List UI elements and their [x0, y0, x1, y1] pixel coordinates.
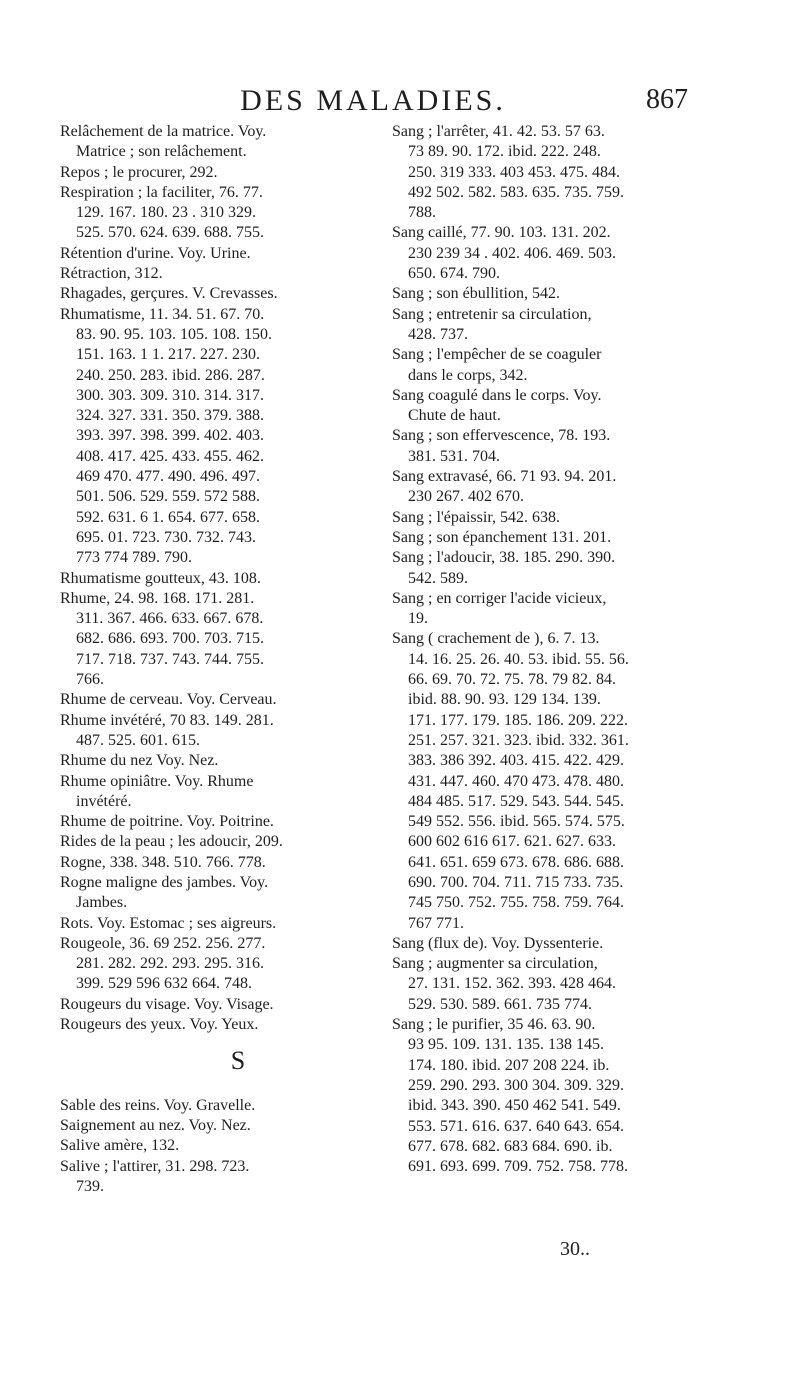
index-entry: [392, 629, 712, 933]
entry-continuation: 129. 167. 180. 23 . 310 329.: [76, 204, 256, 222]
entry-continuation: 311. 367. 466. 633. 667. 678.: [76, 610, 264, 628]
entry-continuation: 691. 693. 699. 709. 752. 758. 778.: [408, 1158, 628, 1176]
index-entry: [60, 1096, 380, 1116]
entry-continuation: 695. 01. 723. 730. 732. 743.: [76, 528, 256, 546]
entry-continuation: 251. 257. 321. 323. ibid. 332. 361.: [408, 731, 629, 749]
entry-heading: Saignement au nez. Voy. Nez.: [60, 1116, 251, 1134]
entry-continuation: 174. 180. ibid. 207 208 224. ib.: [408, 1056, 610, 1074]
index-entry: [60, 832, 380, 852]
entry-continuation: ibid. 88. 90. 93. 129 134. 139.: [408, 691, 601, 709]
index-entry: [60, 589, 380, 690]
entry-heading: Sang ; entretenir sa circulation,: [392, 305, 592, 323]
entry-heading: Repos ; le procurer, 292.: [60, 163, 218, 181]
entry-continuation: 240. 250. 283. ibid. 286. 287.: [76, 366, 265, 384]
index-entry: [392, 345, 712, 386]
entry-heading: Rhume de poitrine. Voy. Poitrine.: [60, 813, 274, 831]
entry-continuation: 553. 571. 616. 637. 640 643. 654.: [408, 1117, 624, 1135]
entry-continuation: invétéré.: [76, 792, 132, 810]
entry-continuation: 542. 589.: [408, 569, 468, 587]
entry-heading: Rétraction, 312.: [60, 265, 163, 283]
index-column-right: [392, 122, 712, 1177]
index-entry: [392, 548, 712, 589]
entry-continuation: 739.: [76, 1177, 104, 1195]
index-entry: [392, 223, 712, 284]
index-entry: [60, 690, 380, 710]
entry-heading: Sang ; le purifier, 35 46. 63. 90.: [392, 1016, 596, 1034]
index-entry: [60, 1116, 380, 1136]
entry-continuation: 281. 282. 292. 293. 295. 316.: [76, 955, 264, 973]
index-entry: [392, 386, 712, 427]
index-entry: [392, 528, 712, 548]
entry-continuation: 93 95. 109. 131. 135. 138 145.: [408, 1036, 604, 1054]
entry-continuation: 487. 525. 601. 615.: [76, 731, 200, 749]
entry-heading: Sang coagulé dans le corps. Voy.: [392, 386, 602, 404]
index-entry: [60, 812, 380, 832]
signature-mark: 30..: [560, 1238, 590, 1260]
entry-continuation: 717. 718. 737. 743. 744. 755.: [76, 650, 264, 668]
entry-heading: Rougeurs du visage. Voy. Visage.: [60, 995, 274, 1013]
entry-continuation: 767 771.: [408, 914, 464, 932]
entry-continuation: 73 89. 90. 172. ibid. 222. 248.: [408, 143, 601, 161]
index-entry: [60, 873, 380, 914]
entry-heading: Sang ; son ébullition, 542.: [392, 285, 560, 303]
entry-continuation: 549 552. 556. ibid. 565. 574. 575.: [408, 813, 625, 831]
entry-heading: Rhume du nez Voy. Nez.: [60, 752, 219, 770]
entry-continuation: 250. 319 333. 403 453. 475. 484.: [408, 163, 620, 181]
entry-heading: Salive amère, 132.: [60, 1137, 180, 1155]
entry-continuation: ibid. 343. 390. 450 462 541. 549.: [408, 1097, 621, 1115]
index-entry: [392, 508, 712, 528]
index-entry: [60, 284, 380, 304]
entry-heading: Sang caillé, 77. 90. 103. 131. 202.: [392, 224, 611, 242]
index-column-left: [60, 122, 380, 1197]
entry-continuation: 469 470. 477. 490. 496. 497.: [76, 468, 260, 486]
entry-heading: Sang ( crachement de ), 6. 7. 13.: [392, 630, 600, 648]
index-entry: [60, 751, 380, 771]
entry-heading: Sang ; son épanchement 131. 201.: [392, 528, 612, 546]
entry-continuation: 19.: [408, 610, 428, 628]
entry-heading: Rhagades, gerçures. V. Crevasses.: [60, 285, 278, 303]
entry-continuation: 66. 69. 70. 72. 75. 78. 79 82. 84.: [408, 671, 616, 689]
entry-continuation: 492 502. 582. 583. 635. 735. 759.: [408, 183, 624, 201]
index-entry: [60, 1015, 380, 1035]
entry-continuation: 408. 417. 425. 433. 455. 462.: [76, 447, 264, 465]
index-entry: [60, 569, 380, 589]
index-entry: [60, 244, 380, 264]
entry-continuation: 773 774 789. 790.: [76, 549, 192, 567]
index-entry: [392, 934, 712, 954]
entry-continuation: 431. 447. 460. 470 473. 478. 480.: [408, 772, 624, 790]
entry-continuation: 592. 631. 6 1. 654. 677. 658.: [76, 508, 260, 526]
index-entry: [392, 305, 712, 346]
index-entry: [60, 853, 380, 873]
entry-continuation: 690. 700. 704. 711. 715 733. 735.: [408, 873, 624, 891]
entry-heading: Sang ; augmenter sa circulation,: [392, 955, 598, 973]
entry-continuation: 300. 303. 309. 310. 314. 317.: [76, 386, 264, 404]
index-entry: [60, 914, 380, 934]
entry-continuation: 399. 529 596 632 664. 748.: [76, 975, 252, 993]
entry-heading: Sang extravasé, 66. 71 93. 94. 201.: [392, 468, 617, 486]
entry-continuation: 788.: [408, 204, 436, 222]
index-entry: [392, 284, 712, 304]
page-header: [58, 84, 688, 120]
entry-heading: Rhume invétéré, 70 83. 149. 281.: [60, 711, 274, 729]
entry-continuation: 525. 570. 624. 639. 688. 755.: [76, 224, 264, 242]
entry-continuation: 484 485. 517. 529. 543. 544. 545.: [408, 792, 624, 810]
entry-heading: Respiration ; la faciliter, 76. 77.: [60, 183, 263, 201]
entry-continuation: 529. 530. 589. 661. 735 774.: [408, 995, 592, 1013]
entry-continuation: 393. 397. 398. 399. 402. 403.: [76, 427, 264, 445]
running-head: DES MALADIES.: [240, 84, 506, 117]
entry-heading: Rogne maligne des jambes. Voy.: [60, 873, 269, 891]
entry-heading: Sang ; l'adoucir, 38. 185. 290. 390.: [392, 549, 616, 567]
entry-continuation: 259. 290. 293. 300 304. 309. 329.: [408, 1076, 624, 1094]
index-entry: [392, 122, 712, 223]
index-entry: [60, 264, 380, 284]
index-entry: [60, 1157, 380, 1198]
entry-continuation: 677. 678. 682. 683 684. 690. ib.: [408, 1137, 613, 1155]
index-entry: [392, 467, 712, 508]
index-entry: [60, 183, 380, 244]
entry-continuation: 83. 90. 95. 103. 105. 108. 150.: [76, 325, 272, 343]
entry-heading: Sable des reins. Voy. Gravelle.: [60, 1096, 256, 1114]
entry-heading: Sang ; l'empêcher de se coaguler: [392, 346, 602, 364]
index-entry: [60, 934, 380, 995]
section-letter: S: [230, 1046, 246, 1076]
entry-continuation: 682. 686. 693. 700. 703. 715.: [76, 630, 264, 648]
entry-heading: Sang ; en corriger l'acide vicieux,: [392, 589, 607, 607]
entry-continuation: 650. 674. 790.: [408, 265, 500, 283]
index-entries-s: [60, 1096, 380, 1197]
entry-continuation: 383. 386 392. 403. 415. 422. 429.: [408, 752, 624, 770]
entry-continuation: 428. 737.: [408, 325, 468, 343]
entry-continuation: 381. 531. 704.: [408, 447, 500, 465]
index-entry: [60, 995, 380, 1015]
entry-continuation: 600 602 616 617. 621. 627. 633.: [408, 833, 616, 851]
entry-continuation: 14. 16. 25. 26. 40. 53. ibid. 55. 56.: [408, 650, 629, 668]
entry-continuation: 324. 327. 331. 350. 379. 388.: [76, 407, 264, 425]
entry-continuation: 230 267. 402 670.: [408, 488, 524, 506]
entry-continuation: 171. 177. 179. 185. 186. 209. 222.: [408, 711, 628, 729]
entry-continuation: 151. 163. 1 1. 217. 227. 230.: [76, 346, 260, 364]
entry-heading: Rétention d'urine. Voy. Urine.: [60, 244, 251, 262]
entry-continuation: 27. 131. 152. 362. 393. 428 464.: [408, 975, 616, 993]
index-entry: [392, 954, 712, 1015]
entry-heading: Rougeole, 36. 69 252. 256. 277.: [60, 934, 266, 952]
entry-heading: Sang ; l'arrêter, 41. 42. 53. 57 63.: [392, 123, 605, 140]
entry-heading: Sang ; l'épaissir, 542. 638.: [392, 508, 561, 526]
entry-heading: Rhume de cerveau. Voy. Cerveau.: [60, 691, 277, 709]
entry-continuation: Matrice ; son relâchement.: [76, 143, 247, 161]
entry-heading: Rhumatisme, 11. 34. 51. 67. 70.: [60, 305, 265, 323]
entry-heading: Rougeurs des yeux. Voy. Yeux.: [60, 1016, 259, 1034]
index-entry: [60, 1136, 380, 1156]
entry-heading: Rots. Voy. Estomac ; ses aigreurs.: [60, 914, 277, 932]
entry-heading: Rhume, 24. 98. 168. 171. 281.: [60, 589, 255, 607]
index-entry: [392, 589, 712, 630]
entry-continuation: dans le corps, 342.: [408, 366, 528, 384]
index-entry: [60, 711, 380, 752]
index-entry: [60, 163, 380, 183]
index-entry: [60, 122, 380, 163]
entry-continuation: 766.: [76, 671, 104, 689]
entry-heading: Sang ; son effervescence, 78. 193.: [392, 427, 611, 445]
entry-heading: Relâchement de la matrice. Voy.: [60, 123, 267, 140]
index-entry: [60, 772, 380, 813]
index-entry: [392, 426, 712, 467]
entry-heading: Rhume opiniâtre. Voy. Rhume: [60, 772, 254, 790]
index-entries-r: [60, 122, 380, 1035]
entry-continuation: 501. 506. 529. 559. 572 588.: [76, 488, 260, 506]
entry-heading: Rides de la peau ; les adoucir, 209.: [60, 833, 283, 851]
entry-continuation: 641. 651. 659 673. 678. 686. 688.: [408, 853, 624, 871]
index-entry: [60, 305, 380, 569]
index-entry: [392, 1015, 712, 1177]
entry-continuation: 745 750. 752. 755. 758. 759. 764.: [408, 894, 624, 912]
entry-continuation: Jambes.: [76, 894, 128, 912]
entry-continuation: 230 239 34 . 402. 406. 469. 503.: [408, 244, 616, 262]
index-entries-sang: [392, 122, 712, 1177]
entry-heading: Rhumatisme goutteux, 43. 108.: [60, 569, 261, 587]
entry-heading: Sang (flux de). Voy. Dyssenterie.: [392, 934, 604, 952]
entry-heading: Rogne, 338. 348. 510. 766. 778.: [60, 853, 266, 871]
page-number: 867: [646, 84, 688, 115]
entry-heading: Salive ; l'attirer, 31. 298. 723.: [60, 1157, 250, 1175]
entry-continuation: Chute de haut.: [408, 407, 501, 425]
